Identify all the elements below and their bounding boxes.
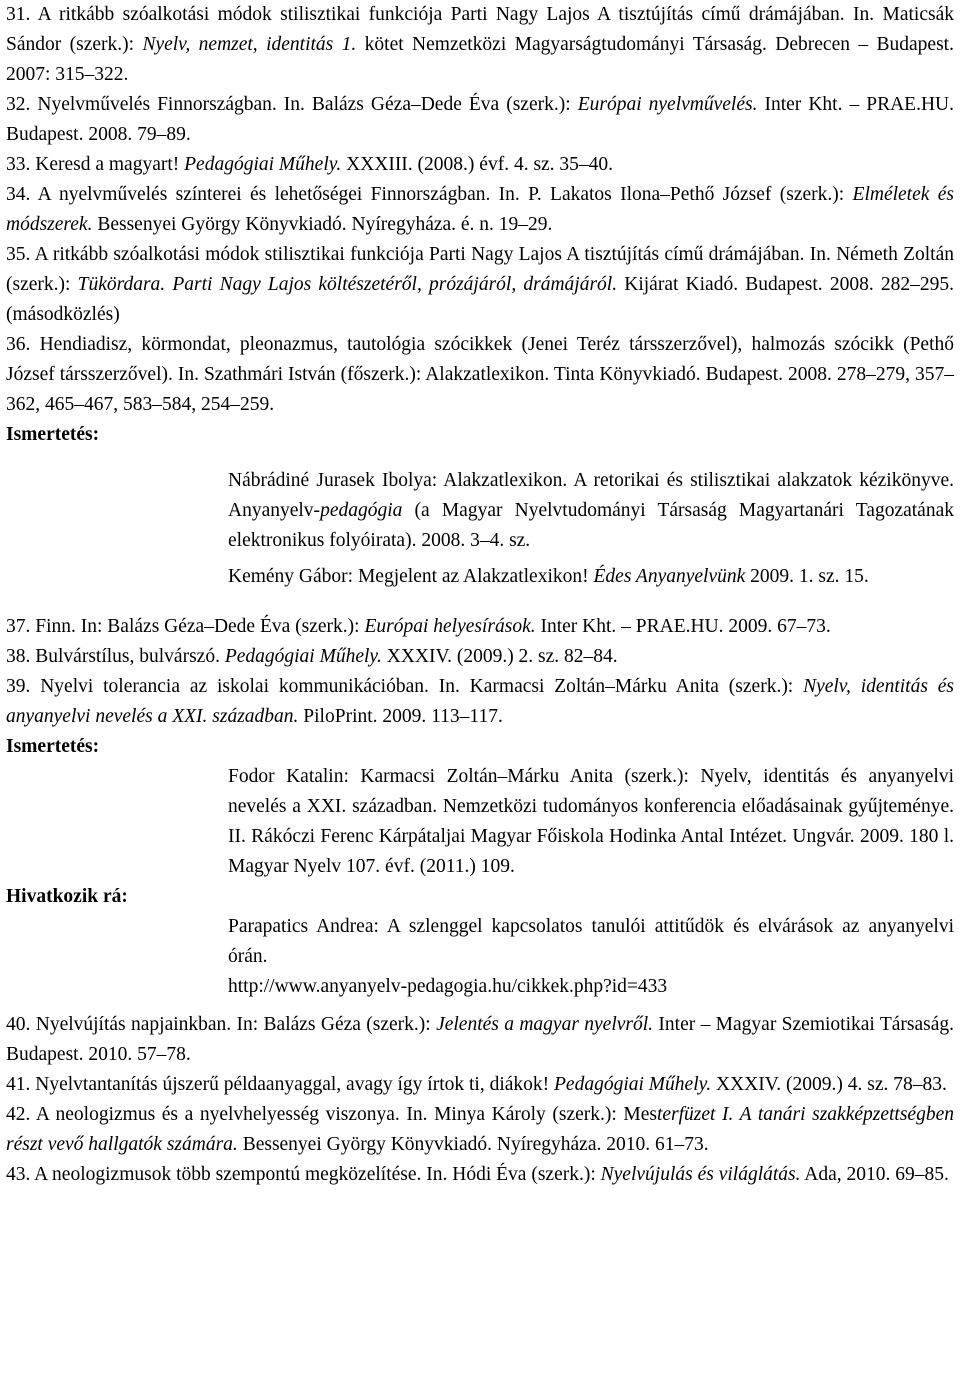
entry-text: 40. Nyelvújítás napjainkban. In: Balázs Géza (szerk.): Jelentés a magyar nyelvről. Inter – Magyar Szemiotikai Társaság. Budapest. 2010. 57–78. [6, 1014, 955, 1065]
entry-37 [6, 612, 954, 642]
cited-url-link[interactable]: http://www.anyanyelv-pedagogia.hu/cikkek.php?id=433 [228, 976, 668, 997]
entry-32 [6, 90, 954, 150]
entry-31 [6, 0, 954, 90]
entry-43 [6, 1160, 954, 1190]
cited-body [228, 912, 954, 1002]
review-label: Ismertetés: [6, 424, 100, 445]
review-body [228, 762, 954, 882]
entry-text: 32. Nyelvművelés Finnországban. In. Balázs Géza–Dede Éva (szerk.): Európai nyelvművelés. Inter Kht. – PRAE.HU. Budapest. 2008. 79–89. [6, 94, 954, 145]
cited-item: Parapatics Andrea: A szlenggel kapcsolatos tanulói attitűdök és elvárások az anyanyelvi órán. [228, 916, 954, 967]
bibliography-list [6, 0, 954, 1190]
review-item: Nábrádiné Jurasek Ibolya: Alakzatlexikon. A retorikai és stilisztikai alakzatok kézikönyve. Anyanyelv-pedagógia (a Magyar Nyelvtudományi Társaság Magyartanári Tagozatának elektronikus folyóirata). 2008. 3–4. sz. [228, 470, 954, 551]
review-body [228, 466, 954, 592]
entry-40 [6, 1010, 954, 1070]
entry-text: 39. Nyelvi tolerancia az iskolai kommunikációban. In. Karmacsi Zoltán–Márku Anita (szerk.): Nyelv, identitás és anyanyelvi nevelés a XXI. században. PiloPrint. 2009. 113–117. [6, 676, 954, 727]
entry-text: 34. A nyelvművelés színterei és lehetőségei Finnországban. In. P. Lakatos Ilona–Pethő József (szerk.): Elméletek és módszerek. Bessenyei György Könyvkiadó. Nyíregyháza. é. n. 19–29. [6, 184, 954, 235]
entry-34 [6, 180, 954, 240]
cited-label: Hivatkozik rá: [6, 886, 128, 907]
review-label: Ismertetés: [6, 736, 100, 757]
review-item: Kemény Gábor: Megjelent az Alakzatlexikon! Édes Anyanyelvünk 2009. 1. sz. 15. [228, 566, 869, 587]
entry-35 [6, 240, 954, 330]
entry-text: 41. Nyelvtantanítás újszerű példaanyaggal, avagy így írtok ti, diákok! Pedagógiai Műhely. XXXIV. (2009.) 4. sz. 78–83. [6, 1074, 947, 1095]
entry-33 [6, 150, 954, 180]
entry-text: 35. A ritkább szóalkotási módok stilisztikai funkciója Parti Nagy Lajos A tisztújítás című drámájában. In. Németh Zoltán (szerk.): Tükördara. Parti Nagy Lajos költészetéről, prózájáról, drámájáról. Kijárat Kiadó. Budapest. 2008. 282–295. (másodközlés) [6, 244, 954, 325]
entry-42 [6, 1100, 954, 1160]
entry-text: 37. Finn. In: Balázs Géza–Dede Éva (szerk.): Európai helyesírások. Inter Kht. – PRAE.HU. 2009. 67–73. [6, 616, 831, 637]
entry-text: 43. A neologizmusok több szempontú megközelítése. In. Hódi Éva (szerk.): Nyelvújulás és világlátás. Ada, 2010. 69–85. [6, 1164, 949, 1185]
entry-38 [6, 642, 954, 672]
entry-39 [6, 672, 954, 1002]
entry-41 [6, 1070, 954, 1100]
review-item: Fodor Katalin: Karmacsi Zoltán–Márku Anita (szerk.): Nyelv, identitás és anyanyelvi nevelés a XXI. században. Nemzetközi tudományos konferencia előadásainak gyűjteménye. II. Rákóczi Ferenc Kárpátaljai Magyar Főiskola Hodinka Antal Intézet. Ungvár. 2009. 180 l. Magyar Nyelv 107. évf. (2011.) 109. [228, 766, 954, 877]
entry-text: 42. A neologizmus és a nyelvhelyesség viszonya. In. Minya Károly (szerk.): Mesterfüzet I. A tanári szakképzettségben részt vevő hallgatók számára. Bessenyei György Könyvkiadó. Nyíregyháza. 2010. 61–73. [6, 1104, 954, 1155]
entry-text: 36. Hendiadisz, körmondat, pleonazmus, tautológia szócikkek (Jenei Teréz társszerzővel), halmozás szócikk (Pethő József társszerzővel). In. Szathmári István (főszerk.): Alakzatlexikon. Tinta Könyvkiadó. Budapest. 2008. 278–279, 357–362, 465–467, 583–584, 254–259. [6, 334, 954, 415]
entry-36 [6, 330, 954, 592]
entry-text: 38. Bulvárstílus, bulvárszó. Pedagógiai Műhely. XXXIV. (2009.) 2. sz. 82–84. [6, 646, 618, 667]
entry-text: 33. Keresd a magyart! Pedagógiai Műhely. XXXIII. (2008.) évf. 4. sz. 35–40. [6, 154, 614, 175]
entry-text: 31. A ritkább szóalkotási módok stilisztikai funkciója Parti Nagy Lajos A tisztújítás című drámájában. In. Maticsák Sándor (szerk.): Nyelv, nemzet, identitás 1. kötet Nemzetközi Magyarságtudományi Társaság. Debrecen – Budapest. 2007: 315–322. [6, 4, 954, 85]
